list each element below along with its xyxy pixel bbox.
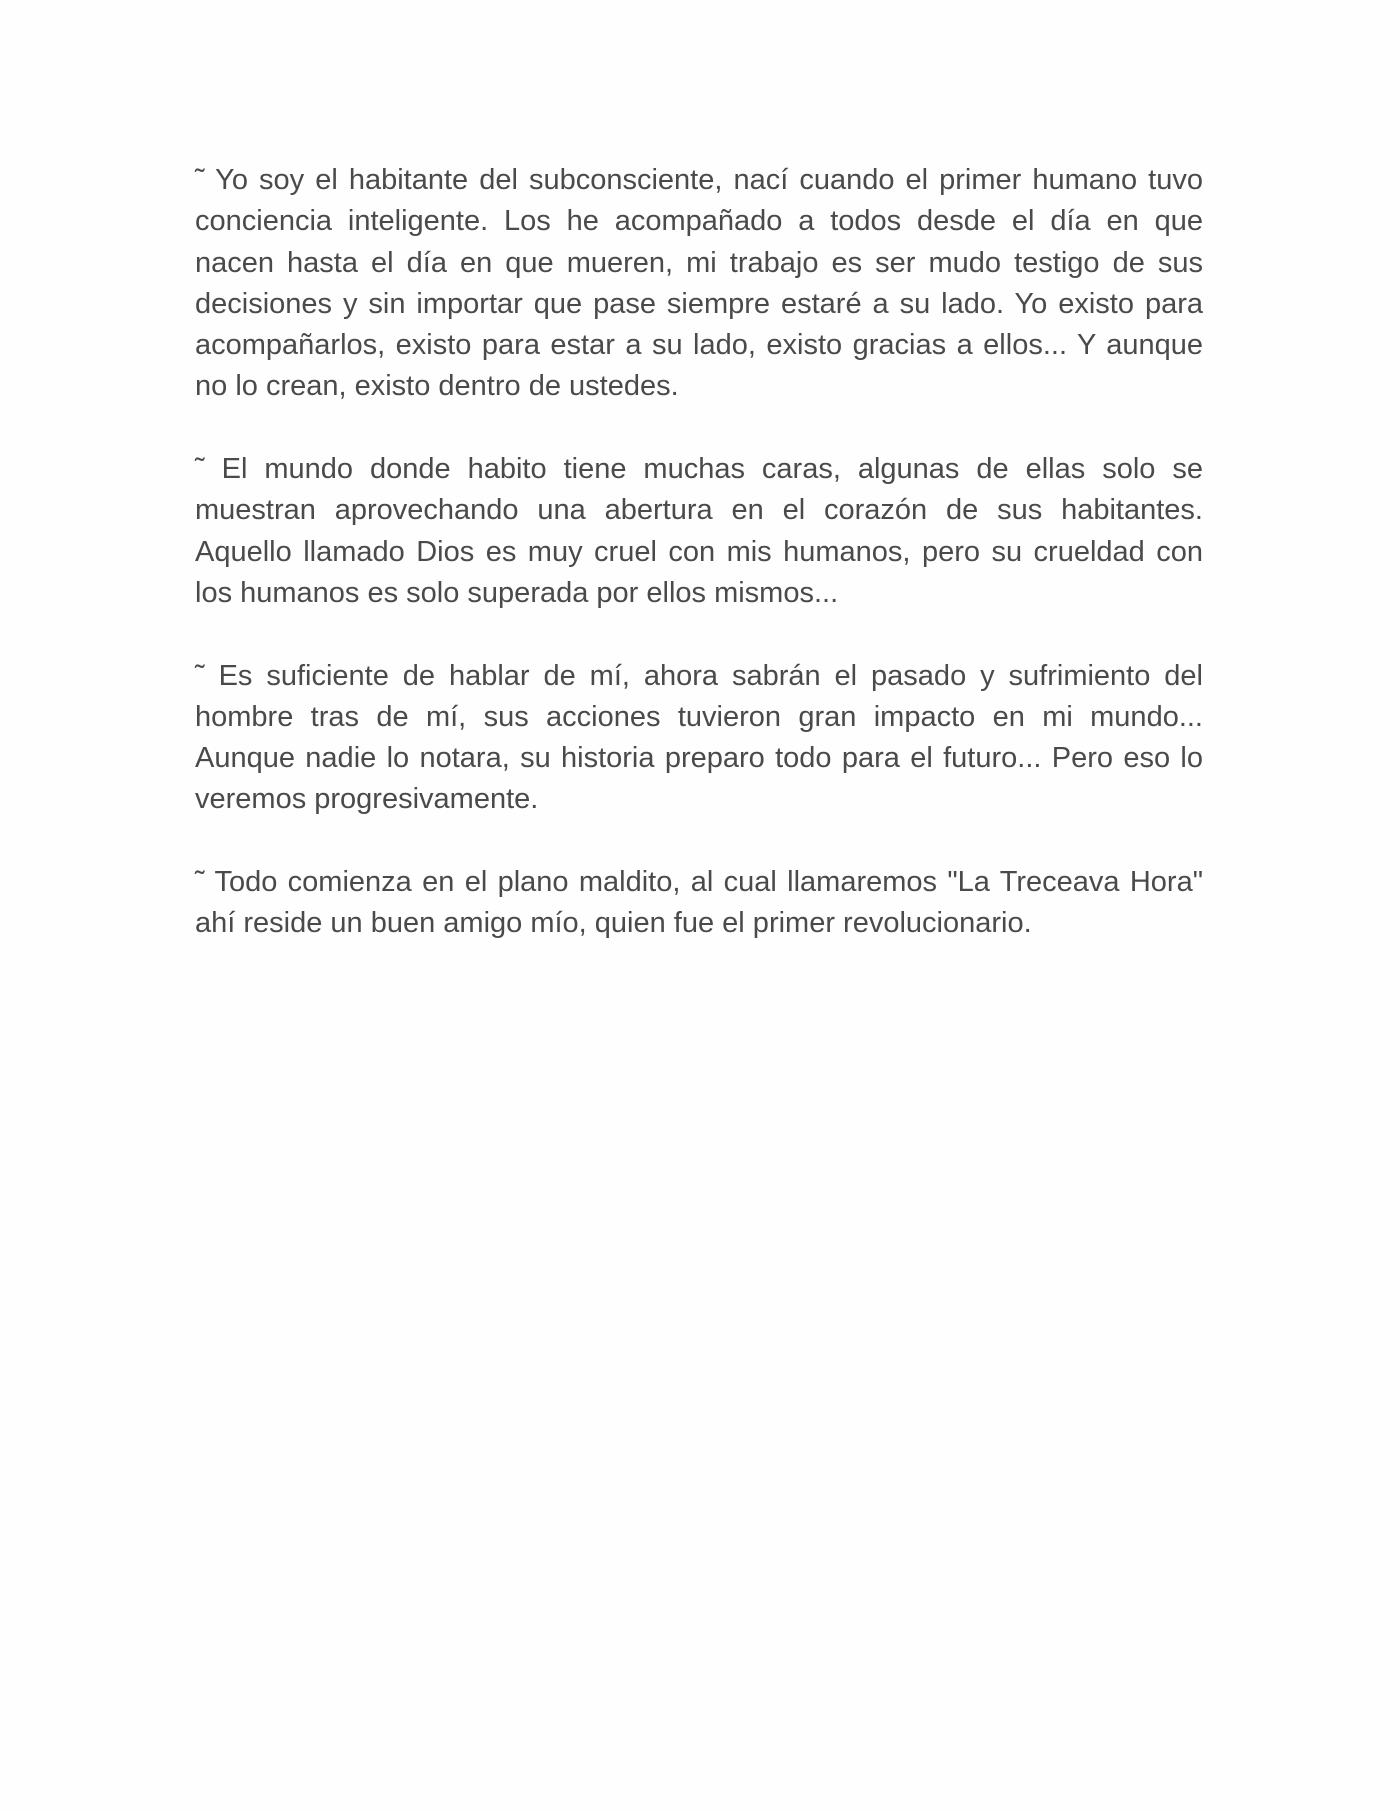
paragraph-3: ˜ Es suficiente de hablar de mí, ahora sabrán el pasado y sufrimiento del hombre tras de mí, sus acciones tuvieron gran impacto en mi mundo... Aunque nadie lo notara, su historia preparo todo para el futuro... Pero eso lo veremos progresivamente. bbox=[195, 659, 1203, 816]
paragraph-2: ˜ El mundo donde habito tiene muchas caras, algunas de ellas solo se muestran aprovechando una abertura en el corazón de sus habitantes. Aquello llamado Dios es muy cruel con mis humanos, pero su crueldad con los humanos es solo superada por ellos mismos... bbox=[195, 453, 1203, 609]
paragraph-1: ˜ Yo soy el habitante del subconsciente, nací cuando el primer humano tuvo conciencia inteligente. Los he acompañado a todos desde el día en que nacen hasta el día en que mueren, mi trabajo es ser mudo testigo de sus decisiones y sin importar que pase siempre estaré a su lado. Yo existo para acompañarlos, existo para estar a su lado, existo gracias a ellos... Y aunque no lo crean, existo dentro de ustedes. bbox=[195, 164, 1203, 403]
document-body bbox=[195, 160, 1203, 945]
paragraph-4: ˜ Todo comienza en el plano maldito, al cual llamaremos "La Treceava Hora" ahí reside un buen amigo mío, quien fue el primer revolucionario. bbox=[195, 866, 1203, 940]
